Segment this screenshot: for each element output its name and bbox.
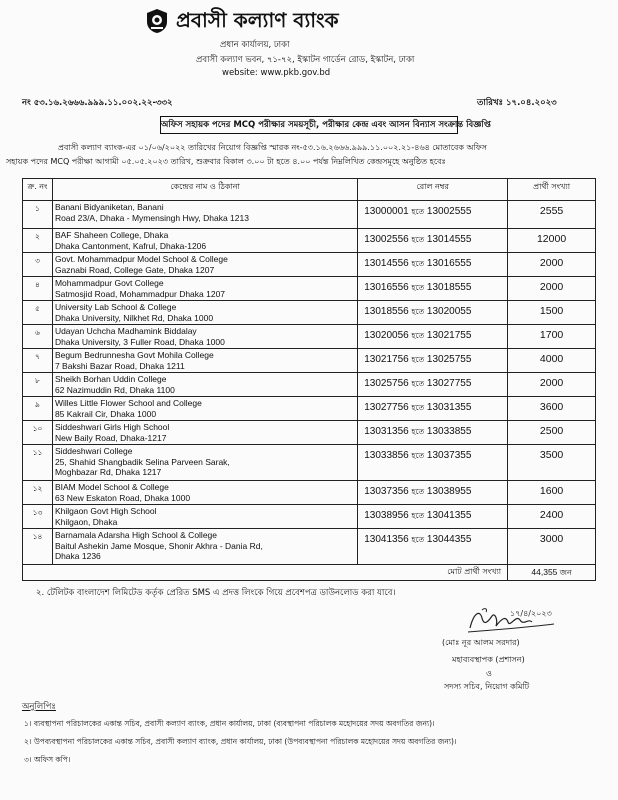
row-serial: ৮ [23, 373, 53, 397]
signatory-and: ও [486, 669, 492, 678]
copy-heading: অনুলিপিঃ [22, 702, 56, 712]
table-row [23, 505, 596, 529]
roll-range-word: হতে [411, 283, 425, 292]
row-serial: ৯ [23, 397, 53, 421]
row-center [52, 373, 357, 397]
signatory-title: মহাব্যবস্থাপক (প্রশাসন) [452, 655, 525, 664]
row-center [52, 277, 357, 301]
roll-range-word: হতে [411, 535, 425, 544]
roll-range-word: হতে [411, 511, 425, 520]
roll-range-word: হতে [411, 451, 425, 460]
roll-range-word: হতে [411, 235, 425, 244]
intro-paragraph [6, 141, 582, 169]
intro-line-2: সহায়ক পদের MCQ পরীক্ষা আগামী ০৫.০৫.২০২৩ তারিখ, শুক্রবার বিকাল ৩.০০ টা হতে ৪.০০ পর্যন্ত নিম্নলিখিত কেন্দ্রসমূহে অনুষ্ঠিত হবেঃ [6, 157, 446, 166]
bank-name: প্রবাসী কল্যাণ ব্যাংক [176, 8, 339, 32]
row-roll-range [358, 325, 508, 349]
table-row [23, 421, 596, 445]
table-row [23, 397, 596, 421]
center-line: Govt. Mohammadpur Model School & College [54, 254, 228, 264]
row-roll-range [358, 253, 508, 277]
row-count: 3000 [508, 529, 596, 565]
roll-to: 13025755 [426, 354, 472, 365]
row-center [52, 201, 357, 229]
exam-center-table [22, 178, 596, 581]
row-serial: ৪ [23, 277, 53, 301]
table-row [23, 349, 596, 373]
header-center: কেন্দ্রের নাম ও ঠিকানা [52, 179, 357, 201]
header-serial: ক্র. নং [23, 179, 53, 201]
center-line: Dhaka University, 3 Fuller Road, Dhaka 1000 [54, 336, 225, 347]
copy-item-2: ২। উপব্যবস্থাপনা পরিচালকের একান্ত সচিব, প্রবাসী কল্যাণ ব্যাংক, প্রধান কার্যালয়, ঢাকা (উপব্যবস্থাপনা পরিচালক মহোদয়ের সদয় অবগতির জন্য)। [24, 737, 457, 746]
roll-from: 13033856 [364, 450, 409, 461]
row-serial: ৫ [23, 301, 53, 325]
row-count: 2000 [508, 277, 596, 301]
row-serial: ৬ [23, 325, 53, 349]
roll-to: 13018555 [426, 282, 472, 293]
row-serial: ২ [23, 229, 53, 253]
notice-title: অফিস সহায়ক পদের MCQ পরীক্ষার সময়সূচী, পরীক্ষার কেন্দ্র এবং আসন বিন্যাস সংক্রান্ত বিজ্ঞপ্তি [160, 116, 458, 134]
roll-from: 13025756 [364, 378, 409, 389]
center-line: 85 Kakrail Cir, Dhaka 1000 [54, 408, 157, 419]
roll-from: 13041356 [364, 534, 409, 545]
row-roll-range [358, 373, 508, 397]
sms-note: ২. টেলিটক বাংলাদেশ লিমিটেড কর্তৃক প্রেরিত SMS এ প্রদত্ত লিংকে গিয়ে প্রবেশপত্র ডাউনলোড করা যাবে। [36, 588, 396, 598]
table-row [23, 277, 596, 301]
table-body [23, 201, 596, 581]
row-roll-range [358, 505, 508, 529]
table-row [23, 229, 596, 253]
row-roll-range [358, 445, 508, 481]
row-count: 2500 [508, 421, 596, 445]
row-roll-range [358, 301, 508, 325]
table-row [23, 445, 596, 481]
center-line: 63 New Eskaton Road, Dhaka 1000 [54, 492, 191, 503]
row-serial: ১০ [23, 421, 53, 445]
svg-text:১৭/৪/২০২৩: ১৭/৪/২০২৩ [510, 609, 552, 618]
roll-range-word: হতে [411, 207, 425, 216]
center-line: Dhaka University, Nilkhet Rd, Dhaka 1000 [54, 312, 214, 323]
center-line: Sheikh Borhan Uddin College [54, 374, 167, 384]
roll-range-word: হতে [411, 403, 425, 412]
table-row [23, 529, 596, 565]
center-line: University Lab School & College [54, 302, 177, 312]
total-value-cell [508, 565, 596, 581]
total-unit: জন [559, 568, 572, 577]
row-serial: ১ [23, 201, 53, 229]
row-serial: ৩ [23, 253, 53, 277]
center-line: BAF Shaheen College, Dhaka [54, 230, 169, 240]
row-center [52, 301, 357, 325]
roll-to: 13031355 [426, 402, 472, 413]
row-count: 3600 [508, 397, 596, 421]
row-center [52, 529, 357, 565]
center-line: Barnamala Adarsha High School & College [54, 530, 218, 540]
row-count: 2000 [508, 253, 596, 277]
bank-logo-icon [146, 8, 168, 34]
row-count: 2555 [508, 201, 596, 229]
row-roll-range [358, 421, 508, 445]
row-count: 1600 [508, 481, 596, 505]
roll-from: 13000001 [364, 206, 409, 217]
roll-to: 13044355 [426, 534, 472, 545]
row-center [52, 421, 357, 445]
roll-from: 13020056 [364, 330, 409, 341]
copy-item-1: ১। ব্যবস্থাপনা পরিচালকের একান্ত সচিব, প্রবাসী কল্যাণ ব্যাংক, প্রধান কার্যালয়, ঢাকা (ব্যবস্থাপনা পরিচালক মহোদয়ের সদয় অবগতির জন্য)। [24, 719, 435, 728]
row-roll-range [358, 481, 508, 505]
roll-range-word: হতে [411, 427, 425, 436]
header-count: প্রার্থী সংখ্যা [508, 179, 596, 201]
reference-number: নং ৫৩.১৬.২৬৬৬.৯৯৯.১১.০০২.২২-৩৩২ [22, 98, 173, 108]
table-row [23, 373, 596, 397]
row-count: 1500 [508, 301, 596, 325]
roll-from: 13021756 [364, 354, 409, 365]
row-center [52, 349, 357, 373]
center-line: Banani Bidyaniketan, Banani [54, 202, 164, 212]
roll-range-word: হতে [411, 487, 425, 496]
roll-range-word: হতে [411, 259, 425, 268]
row-count: 1700 [508, 325, 596, 349]
row-roll-range [358, 529, 508, 565]
center-line: Siddeshwari College [54, 446, 133, 456]
table-row [23, 481, 596, 505]
center-line: Dhaka Cantonment, Kafrul, Dhaka-1206 [54, 240, 207, 251]
roll-to: 13027755 [426, 378, 472, 389]
roll-to: 13021755 [426, 330, 472, 341]
row-roll-range [358, 397, 508, 421]
center-line: Mohammadpur Govt College [54, 278, 164, 288]
row-roll-range [358, 201, 508, 229]
copy-item-3: ৩। অফিস কপি। [24, 755, 71, 764]
roll-range-word: হতে [411, 379, 425, 388]
center-line: New Baily Road, Dhaka-1217 [54, 432, 167, 443]
roll-to: 13014555 [426, 234, 472, 245]
row-count: 4000 [508, 349, 596, 373]
row-center [52, 397, 357, 421]
row-center [52, 229, 357, 253]
total-row [23, 565, 596, 581]
header-roll: রোল নম্বর [358, 179, 508, 201]
roll-from: 13031356 [364, 426, 409, 437]
signatory-committee-title: সদস্য সচিব, নিয়োগ কমিটি [444, 682, 530, 691]
row-count: 12000 [508, 229, 596, 253]
roll-to: 13033855 [426, 426, 472, 437]
center-line: Khilgaon, Dhaka [54, 516, 118, 527]
row-roll-range [358, 349, 508, 373]
row-center [52, 253, 357, 277]
roll-to: 13002555 [426, 206, 472, 217]
center-line: Udayan Uchcha Madhamink Biddalay [54, 326, 197, 336]
roll-range-word: হতে [411, 307, 425, 316]
roll-to: 13037355 [426, 450, 472, 461]
center-line: Begum Bedrunnesha Govt Mohila College [54, 350, 214, 360]
roll-range-word: হতে [411, 331, 425, 340]
roll-from: 13018556 [364, 306, 409, 317]
row-center [52, 325, 357, 349]
roll-to: 13016555 [426, 258, 472, 269]
copy-list [24, 715, 457, 769]
roll-from: 13027756 [364, 402, 409, 413]
roll-to: 13038955 [426, 486, 472, 497]
roll-to: 13041355 [426, 510, 472, 521]
row-count: 3500 [508, 445, 596, 481]
center-line: 7 Bakshi Bazar Road, Dhaka 1211 [54, 360, 185, 371]
row-serial: ৭ [23, 349, 53, 373]
row-center [52, 481, 357, 505]
table-row [23, 253, 596, 277]
intro-line-1: প্রবাসী কল্যাণ ব্যাংক-এর ০১/০৬/২০২২ তারিখের নিয়োগ বিজ্ঞপ্তি স্মারক নং-৫৩.১৬.২৬৬৬.৯৯৯.১১.০০২.২১-৪৬৪ মোতাবেক অফিস [58, 143, 487, 152]
row-serial: ১১ [23, 445, 53, 481]
total-label: মোট প্রার্থী সংখ্যা [23, 565, 508, 581]
notice-date: তারিখঃ ১৭.০৪.২০২৩ [477, 98, 557, 108]
office-name: প্রধান কার্যালয়, ঢাকা [220, 40, 290, 50]
center-line: Baitul Ashekin Jame Mosque, Shonir Akhra - Dania Rd, [54, 540, 263, 551]
center-line: Siddeshwari Girls High School [54, 422, 170, 432]
center-line: Gaznabi Road, College Gate, Dhaka 1207 [54, 264, 215, 275]
center-line: 62 Nazimuddin Rd, Dhaka 1100 [54, 384, 175, 395]
total-value: 44,355 [531, 567, 558, 577]
row-serial: ১৩ [23, 505, 53, 529]
center-line: 25, Shahid Shangbadik Selina Parveen Sarak, [54, 456, 230, 467]
table-row [23, 325, 596, 349]
table-row [23, 301, 596, 325]
center-line: Willes Little Flower School and College [54, 398, 202, 408]
center-line: Satmosjid Road, Mohammadpur Dhaka 1207 [54, 288, 226, 299]
roll-to: 13020055 [426, 306, 472, 317]
center-line: Moghbazar Rd, Dhaka 1217 [54, 467, 162, 477]
row-roll-range [358, 277, 508, 301]
center-line: Road 23/A, Dhaka - Mymensingh Hwy, Dhaka 1213 [54, 212, 249, 223]
website-text: website: www.pkb.gov.bd [222, 68, 331, 78]
row-center [52, 505, 357, 529]
table-row [23, 201, 596, 229]
signatory-name: (মোঃ নূর আলম সরদার) [442, 638, 520, 647]
row-count: 2400 [508, 505, 596, 529]
row-center [52, 445, 357, 481]
roll-from: 13016556 [364, 282, 409, 293]
roll-from: 13038956 [364, 510, 409, 521]
roll-from: 13014556 [364, 258, 409, 269]
roll-from: 13037356 [364, 486, 409, 497]
roll-range-word: হতে [411, 355, 425, 364]
center-line: BIAM Model School & College [54, 482, 169, 492]
row-count: 2000 [508, 373, 596, 397]
row-serial: ১৪ [23, 529, 53, 565]
row-roll-range [358, 229, 508, 253]
center-line: Dhaka 1236 [54, 551, 101, 561]
center-line: Khilgaon Govt High School [54, 506, 157, 516]
office-address: প্রবাসী কল্যাণ ভবন, ৭১-৭২, ইস্কাটন গার্ডেন রোড, ইস্কাটন, ঢাকা [196, 55, 415, 65]
row-serial: ১২ [23, 481, 53, 505]
table-header-row [23, 179, 596, 201]
roll-from: 13002556 [364, 234, 409, 245]
